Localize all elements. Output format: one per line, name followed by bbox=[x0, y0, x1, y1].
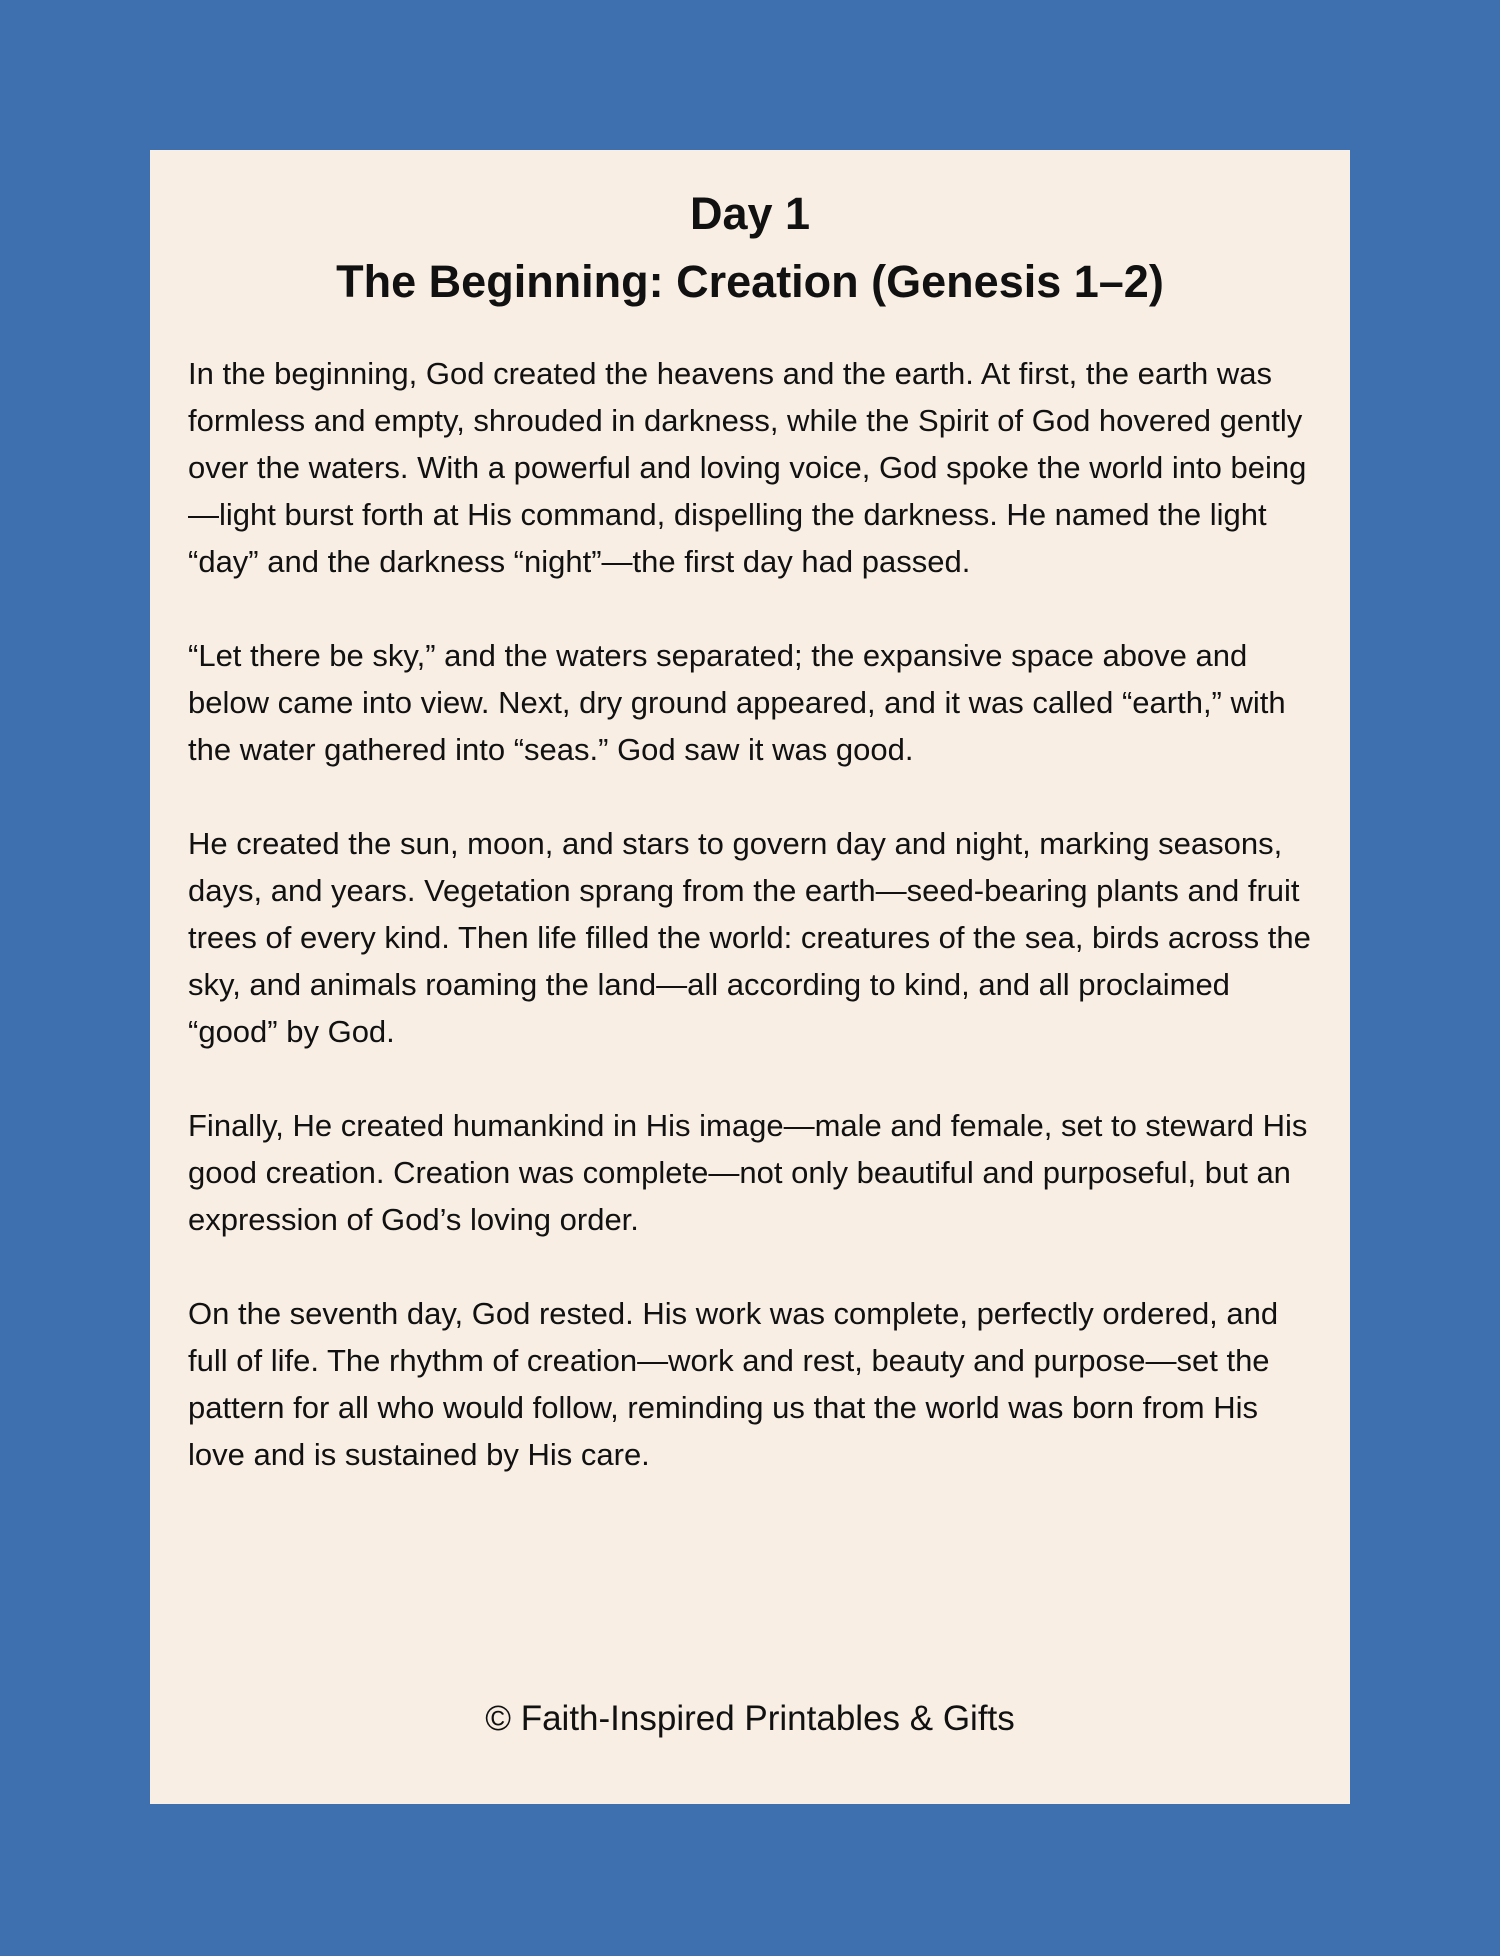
story-body bbox=[188, 350, 1318, 1525]
paragraph-3: He created the sun, moon, and stars to govern day and night, marking seasons, days, and years. Vegetation sprang from the earth—seed-bearing plants and fruit trees of every kind. Then life filled the world: creatures of the sea, birds across the sky, and animals roaming the land—all according to kind, and all proclaimed “good” by God. bbox=[188, 826, 1311, 1049]
day-title: Day 1 bbox=[689, 188, 811, 239]
page-title: The Beginning: Creation (Genesis 1–2) bbox=[336, 256, 1164, 307]
paragraph-5: On the seventh day, God rested. His work was complete, perfectly ordered, and full of life. The rhythm of creation—work and rest, beauty and purpose—set the pattern for all who would follow, reminding us that the world was born from His love and is sustained by His care. bbox=[188, 1296, 1279, 1472]
paragraph-2: “Let there be sky,” and the waters separated; the expansive space above and below came into view. Next, dry ground appeared, and it was called “earth,” with the water gathered into “seas.” God saw it was good. bbox=[188, 638, 1286, 767]
devotional-card bbox=[150, 150, 1350, 1804]
paragraph-4: Finally, He created humankind in His image—male and female, set to steward His good creation. Creation was complete—not only beautiful and purposeful, but an expression of God’s loving order. bbox=[188, 1108, 1308, 1237]
copyright-footer: © Faith-Inspired Printables & Gifts bbox=[485, 1699, 1015, 1738]
page-heading bbox=[150, 180, 1350, 316]
paragraph-1: In the beginning, God created the heavens and the earth. At first, the earth was formless and empty, shrouded in darkness, while the Spirit of God hovered gently over the waters. With a powerful and loving voice, God spoke the world into being—light burst forth at His command, dispelling the darkness. He named the light “day” and the darkness “night”—the first day had passed. bbox=[188, 356, 1307, 579]
